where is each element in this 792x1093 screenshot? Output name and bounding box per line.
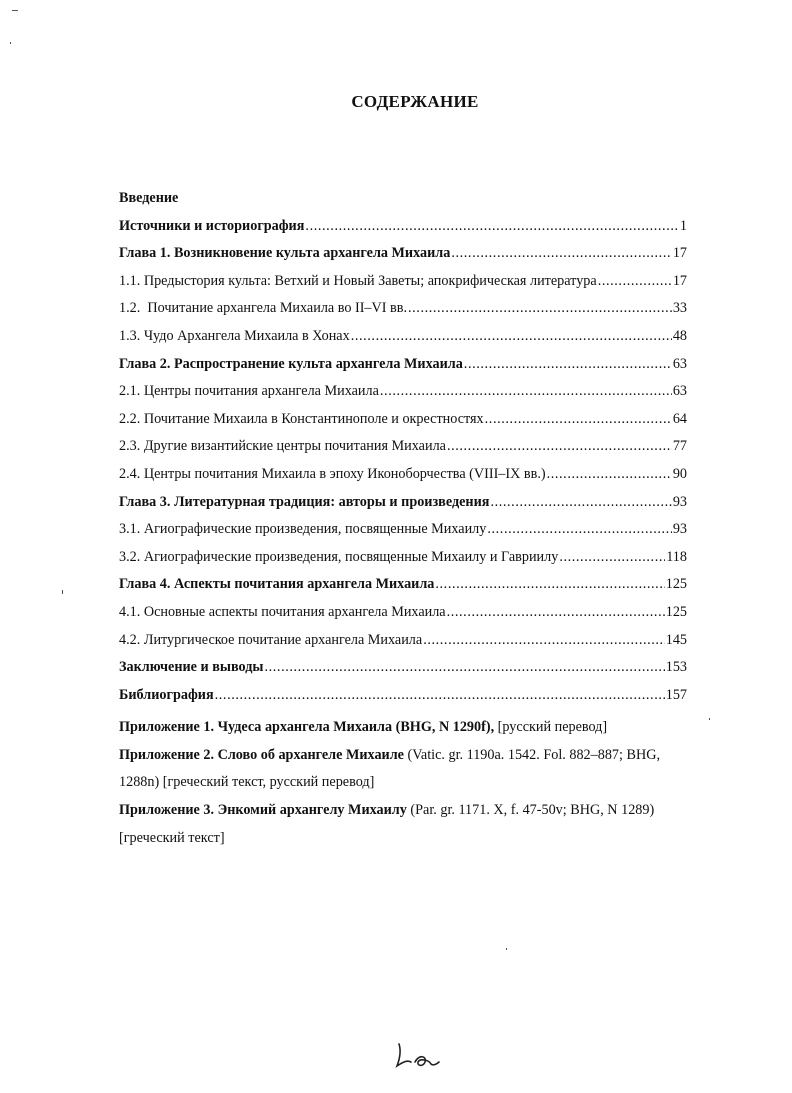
- toc-entry: [119, 659, 687, 687]
- toc-entry: [119, 494, 687, 522]
- leader-dots: [408, 300, 672, 317]
- toc-entry-label: 2.1. Центры почитания архангела Михаила: [119, 383, 379, 400]
- toc-entry-page: 63: [672, 383, 687, 400]
- leader-dots: [547, 466, 672, 483]
- handwritten-page-mark: [393, 1040, 443, 1070]
- leader-dots: [215, 687, 665, 704]
- scan-speck: [709, 718, 710, 720]
- toc-entry: [119, 383, 687, 411]
- toc-entry-label: 2.2. Почитание Михаила в Константинополе и окрестностях: [119, 410, 484, 427]
- toc-entry-label: 3.2. Агиографические произведения, посвященные Михаилу и Гавриилу: [119, 548, 559, 565]
- leader-dots: [451, 245, 671, 262]
- toc-entry-label: Библиография: [119, 686, 214, 703]
- toc-entry-page: 93: [672, 521, 687, 538]
- toc-entry: [119, 466, 687, 494]
- toc-entry: [119, 300, 687, 328]
- toc-entry: [119, 632, 687, 660]
- toc-entry: [119, 328, 687, 356]
- leader-dots: [380, 383, 672, 400]
- toc-entry-page: 90: [672, 465, 687, 482]
- leader-dots: [447, 604, 665, 621]
- leader-dots: [598, 273, 672, 290]
- leader-dots: [487, 521, 671, 538]
- appendix-description: (Par. gr. 1171. X, f. 47-50v; BHG, N 1289) [греческий текст]: [119, 802, 655, 846]
- appendix-entry: [119, 714, 687, 742]
- appendix-entry: [119, 742, 687, 797]
- toc-entry-page: 77: [672, 438, 687, 455]
- toc-entry-page: 1: [679, 217, 687, 234]
- toc-entry: [119, 273, 687, 301]
- toc-entry-page: 93: [672, 493, 687, 510]
- appendix-title: Приложение 2. Слово об архангеле Михаиле: [119, 746, 404, 763]
- table-of-contents: [119, 190, 687, 852]
- scan-speck: [506, 948, 507, 950]
- leader-dots: [305, 218, 678, 235]
- leader-dots: [447, 438, 672, 455]
- toc-entry-label: 2.3. Другие византийские центры почитания Михаила: [119, 438, 446, 455]
- toc-entry-page: 17: [672, 272, 687, 289]
- appendix-entry: [119, 797, 687, 852]
- leader-dots: [490, 494, 671, 511]
- toc-intro: Введение: [119, 190, 179, 206]
- toc-entry-page: 33: [672, 300, 687, 317]
- leader-dots: [351, 328, 672, 345]
- leader-dots: [559, 549, 665, 566]
- toc-entry: [119, 356, 687, 384]
- toc-entry-label: Глава 2. Распространение культа архангела Михаила: [119, 355, 463, 372]
- appendix-description: [русский перевод]: [494, 719, 608, 736]
- leader-dots: [464, 356, 672, 373]
- toc-entry-page: 17: [672, 245, 687, 262]
- toc-entry: [119, 411, 687, 439]
- toc-entry-label: Глава 1. Возникновение культа архангела Михаила: [119, 245, 451, 262]
- toc-entry-page: 157: [665, 686, 687, 703]
- toc-entry-label: 4.2. Литургическое почитание архангела Михаила: [119, 631, 423, 648]
- toc-entry: [119, 438, 687, 466]
- toc-entry-label: 4.1. Основные аспекты почитания архангела Михаила: [119, 603, 446, 620]
- appendix-title: Приложение 1. Чудеса архангела Михаила (BHG, N 1290f),: [119, 719, 495, 736]
- toc-entry: [119, 521, 687, 549]
- toc-entry-label: 1.1. Предыстория культа: Ветхий и Новый Заветы; апокрифическая литература: [119, 272, 597, 289]
- scan-speck: [10, 42, 11, 44]
- toc-entry: [119, 604, 687, 632]
- appendix-title: Приложение 3. Энкомий архангелу Михаилу: [119, 802, 407, 819]
- toc-entry-label: 1.2. Почитание архангела Михаила во II–VI вв.: [119, 300, 407, 317]
- toc-entry-label: 1.3. Чудо Архангела Михаила в Хонах: [119, 327, 350, 344]
- toc-entry: [119, 576, 687, 604]
- scan-speck: [12, 10, 18, 11]
- toc-entry: [119, 687, 687, 715]
- toc-entry-page: 153: [665, 659, 687, 676]
- leader-dots: [423, 632, 665, 649]
- scan-speck: [62, 590, 63, 594]
- leader-dots: [435, 576, 664, 593]
- toc-entry-page: 118: [666, 548, 687, 565]
- toc-entry-page: 48: [672, 327, 687, 344]
- toc-entry-page: 125: [665, 576, 687, 593]
- toc-entry-label: Глава 4. Аспекты почитания архангела Михаила: [119, 576, 435, 593]
- leader-dots: [485, 411, 672, 428]
- toc-entry: [119, 549, 687, 577]
- toc-entry-page: 63: [672, 355, 687, 372]
- toc-entry: [119, 245, 687, 273]
- toc-entry-page: 125: [665, 603, 687, 620]
- leader-dots: [264, 659, 664, 676]
- toc-entry-label: Источники и историография: [119, 217, 305, 234]
- toc-entry-label: 3.1. Агиографические произведения, посвященные Михаилу: [119, 521, 487, 538]
- toc-entry-label: 2.4. Центры почитания Михаила в эпоху Иконоборчества (VIII–IX вв.): [119, 465, 546, 482]
- toc-entry-label: Заключение и выводы: [119, 659, 264, 676]
- toc-entry-label: Глава 3. Литературная традиция: авторы и произведения: [119, 493, 490, 510]
- toc-entry-page: 64: [672, 410, 687, 427]
- page-title: СОДЕРЖАНИЕ: [351, 92, 479, 111]
- toc-entry-page: 145: [665, 631, 687, 648]
- toc-entry: [119, 218, 687, 246]
- appendix-description: (Vatic. gr. 1190a. 1542. Fol. 882–887; BHG, 1288n) [греческий текст, русский перевод]: [119, 746, 661, 791]
